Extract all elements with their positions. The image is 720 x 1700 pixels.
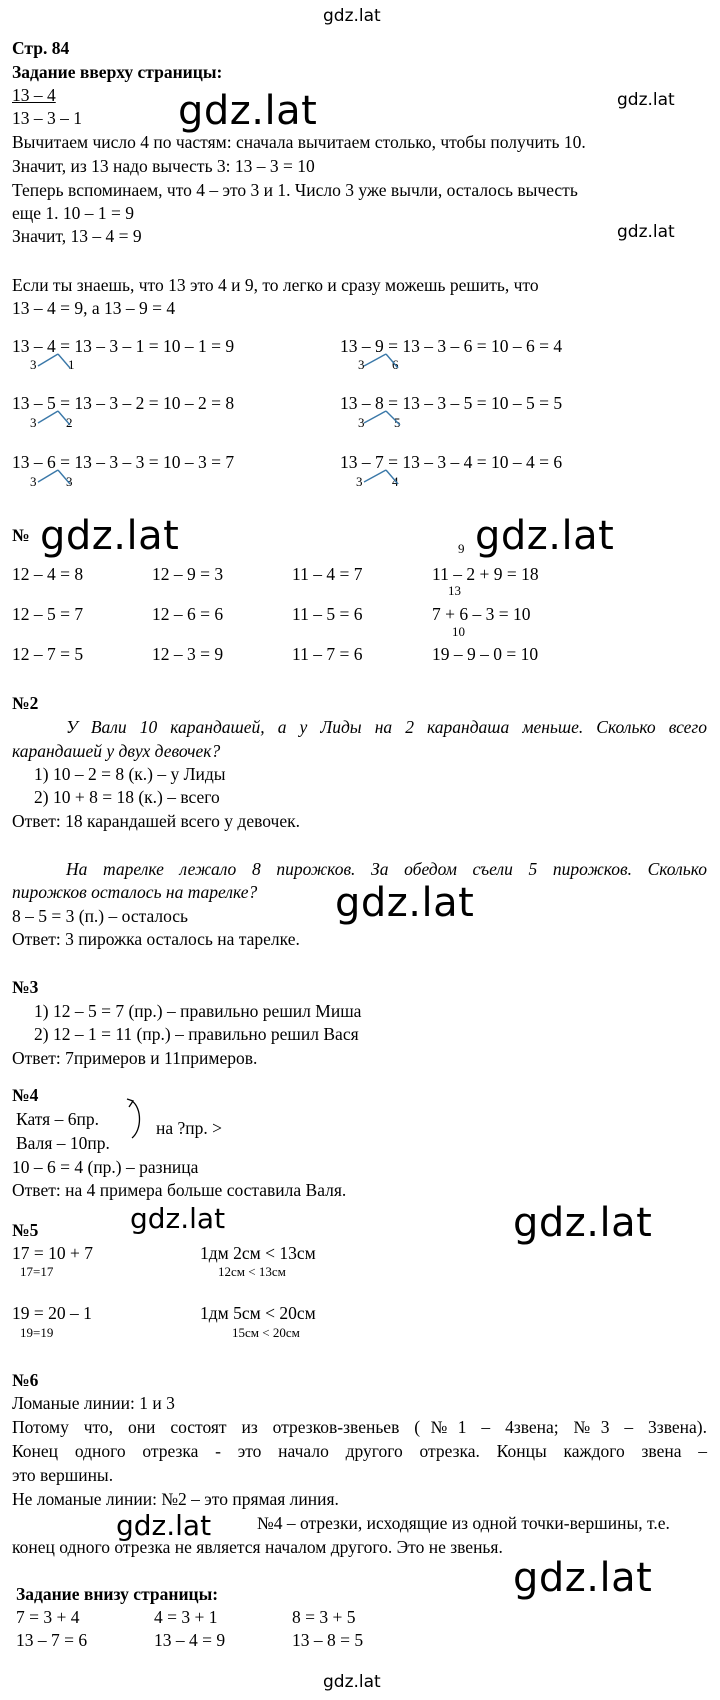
solution-step: 2) 12 – 1 = 11 (пр.) – правильно решил Вася: [34, 1024, 359, 1044]
section-title: Задание вверху страницы:: [12, 62, 223, 82]
problem-text: У Вали 10 карандашей, а у Лиды на 2 карандаша меньше. Сколько всего: [66, 717, 707, 737]
text-line: Конец одного отрезка - это начало другого отрезка. Концы каждого звена –: [12, 1441, 707, 1461]
check-line: 17=17: [20, 1264, 54, 1279]
equation: 8 = 3 + 5: [292, 1607, 356, 1627]
equation: 19 = 20 – 1: [12, 1303, 92, 1323]
page-number: Стр. 84: [12, 38, 70, 58]
exercise-number: №4: [12, 1085, 39, 1105]
text-line: 13 – 4 = 9, а 13 – 9 = 4: [12, 298, 176, 318]
helper-number: 13: [448, 583, 461, 598]
decomp-expression: 13 – 9 = 13 – 3 – 6 = 10 – 6 = 4: [340, 336, 563, 356]
decomp-part: 3: [30, 474, 37, 489]
decomp-expression: 13 – 5 = 13 – 3 – 2 = 10 – 2 = 8: [12, 393, 235, 413]
text-line: конец одного отрезка не является началом другого. Это не звенья.: [12, 1537, 503, 1557]
equation: 11 – 4 = 7: [292, 564, 363, 584]
watermark: gdz.lat: [617, 90, 675, 110]
equation: 12 – 5 = 7: [12, 604, 84, 624]
text-line: Вычитаем число 4 по частям: сначала вычитаем столько, чтобы получить 10.: [12, 132, 586, 152]
equation: 12 – 3 = 9: [152, 644, 224, 664]
answer: Ответ: 18 карандашей всего у девочек.: [12, 811, 300, 831]
text-line: №4 – отрезки, исходящие из одной точки-вершины, т.е.: [257, 1513, 670, 1533]
text-line: это вершины.: [12, 1465, 114, 1485]
decomp-part: 3: [358, 415, 365, 430]
decomp-expression: 13 – 6 = 13 – 3 – 3 = 10 – 3 = 7: [12, 452, 235, 472]
watermark: gdz.lat: [116, 1509, 212, 1542]
question-label: на ?пр. >: [156, 1118, 223, 1138]
section-title: Задание внизу страницы:: [16, 1584, 219, 1604]
equation: 19 – 9 – 0 = 10: [432, 644, 539, 664]
exercise-number: №2: [12, 693, 39, 713]
decomp-part: 3: [30, 415, 37, 430]
exercise-number: №3: [12, 977, 39, 997]
solution-step: 2) 10 + 8 = 18 (к.) – всего: [34, 787, 220, 807]
decomp-part: 3: [358, 357, 365, 372]
equation: 13 – 8 = 5: [292, 1630, 364, 1650]
example-expression: 13 – 4: [12, 85, 56, 105]
watermark: gdz.lat: [513, 1555, 653, 1601]
text-line: Не ломаные линии: №2 – это прямая линия.: [12, 1489, 339, 1509]
equation: 11 – 5 = 6: [292, 604, 363, 624]
equation: 12 – 7 = 5: [12, 644, 84, 664]
condition-line: Валя – 10пр.: [16, 1133, 110, 1153]
decomp-part: 1: [68, 357, 75, 372]
equation: 11 – 2 + 9 = 18: [432, 564, 539, 584]
decomp-expression: 13 – 7 = 13 – 3 – 4 = 10 – 4 = 6: [340, 452, 563, 472]
decomp-part: 6: [392, 357, 399, 372]
decomp-part: 3: [356, 474, 363, 489]
text-line: Значит, 13 – 4 = 9: [12, 226, 142, 246]
solution-step: 10 – 6 = 4 (пр.) – разница: [12, 1157, 199, 1177]
decomp-part: 2: [66, 415, 73, 430]
watermark: gdz.lat: [617, 222, 675, 242]
decomp-expression: 13 – 8 = 13 – 3 – 5 = 10 – 5 = 5: [340, 393, 563, 413]
watermark: gdz.lat: [40, 513, 180, 559]
equation: 12 – 4 = 8: [12, 564, 84, 584]
equation: 12 – 6 = 6: [152, 604, 224, 624]
helper-number: 10: [452, 624, 465, 639]
exercise-number: №: [12, 525, 30, 545]
decomp-part: 5: [394, 415, 401, 430]
equation: 13 – 7 = 6: [16, 1630, 88, 1650]
decomp-expression: 13 – 4 = 13 – 3 – 1 = 10 – 1 = 9: [12, 336, 235, 356]
decomp-part: 3: [30, 357, 37, 372]
text-line: Теперь вспоминаем, что 4 – это 3 и 1. Число 3 уже вычли, осталось вычесть: [12, 180, 578, 200]
check-line: 15см < 20см: [232, 1325, 300, 1340]
decomp-part: 3: [66, 474, 73, 489]
answer: Ответ: 3 пирожка осталось на тарелке.: [12, 929, 300, 949]
problem-text: На тарелке лежало 8 пирожков. За обедом съели 5 пирожков. Сколько: [66, 859, 707, 879]
text-line: Если ты знаешь, что 13 это 4 и 9, то легко и сразу можешь решить, что: [12, 275, 539, 295]
text-line: еще 1. 10 – 1 = 9: [12, 203, 135, 223]
equation: 11 – 7 = 6: [292, 644, 363, 664]
decomp-part: 4: [392, 474, 399, 489]
text-line: 13 – 3 – 1: [12, 108, 82, 128]
equation: 4 = 3 + 1: [154, 1607, 218, 1627]
condition-line: Катя – 6пр.: [16, 1109, 99, 1129]
problem-text: пирожков осталось на тарелке?: [12, 882, 258, 902]
answer: Ответ: на 4 примера больше составила Валя.: [12, 1180, 347, 1200]
watermark: gdz.lat: [475, 513, 615, 559]
equation: 7 + 6 – 3 = 10: [432, 604, 531, 624]
equation: 17 = 10 + 7: [12, 1243, 93, 1263]
solution-step: 8 – 5 = 3 (п.) – осталось: [12, 906, 189, 926]
watermark: gdz.lat: [513, 1200, 653, 1246]
equation: 13 – 4 = 9: [154, 1630, 226, 1650]
equation: 12 – 9 = 3: [152, 564, 224, 584]
watermark: gdz.lat: [323, 1672, 381, 1692]
check-line: 12см < 13см: [218, 1264, 286, 1279]
watermark: gdz.lat: [323, 6, 381, 26]
watermark: gdz.lat: [178, 88, 318, 134]
check-line: 19=19: [20, 1325, 54, 1340]
comparison: 1дм 2см < 13см: [200, 1243, 316, 1263]
exercise-number: №5: [12, 1220, 39, 1240]
answer: Ответ: 7примеров и 11примеров.: [12, 1048, 258, 1068]
helper-number: 9: [458, 541, 465, 556]
watermark: gdz.lat: [335, 880, 475, 926]
equation: 7 = 3 + 4: [16, 1607, 80, 1627]
solution-step: 1) 12 – 5 = 7 (пр.) – правильно решил Миша: [34, 1001, 362, 1021]
text-line: Значит, из 13 надо вычесть 3: 13 – 3 = 10: [12, 156, 315, 176]
exercise-number: №6: [12, 1370, 39, 1390]
watermark: gdz.lat: [130, 1202, 226, 1235]
text-line: Потому что, они состоят из отрезков-звеньев (№1 – 4звена; №3 – 3звена).: [12, 1417, 707, 1437]
comparison: 1дм 5см < 20см: [200, 1303, 316, 1323]
text-line: Ломаные линии: 1 и 3: [12, 1393, 175, 1413]
problem-text: карандашей у двух девочек?: [12, 741, 221, 761]
solution-step: 1) 10 – 2 = 8 (к.) – у Лиды: [34, 764, 226, 784]
